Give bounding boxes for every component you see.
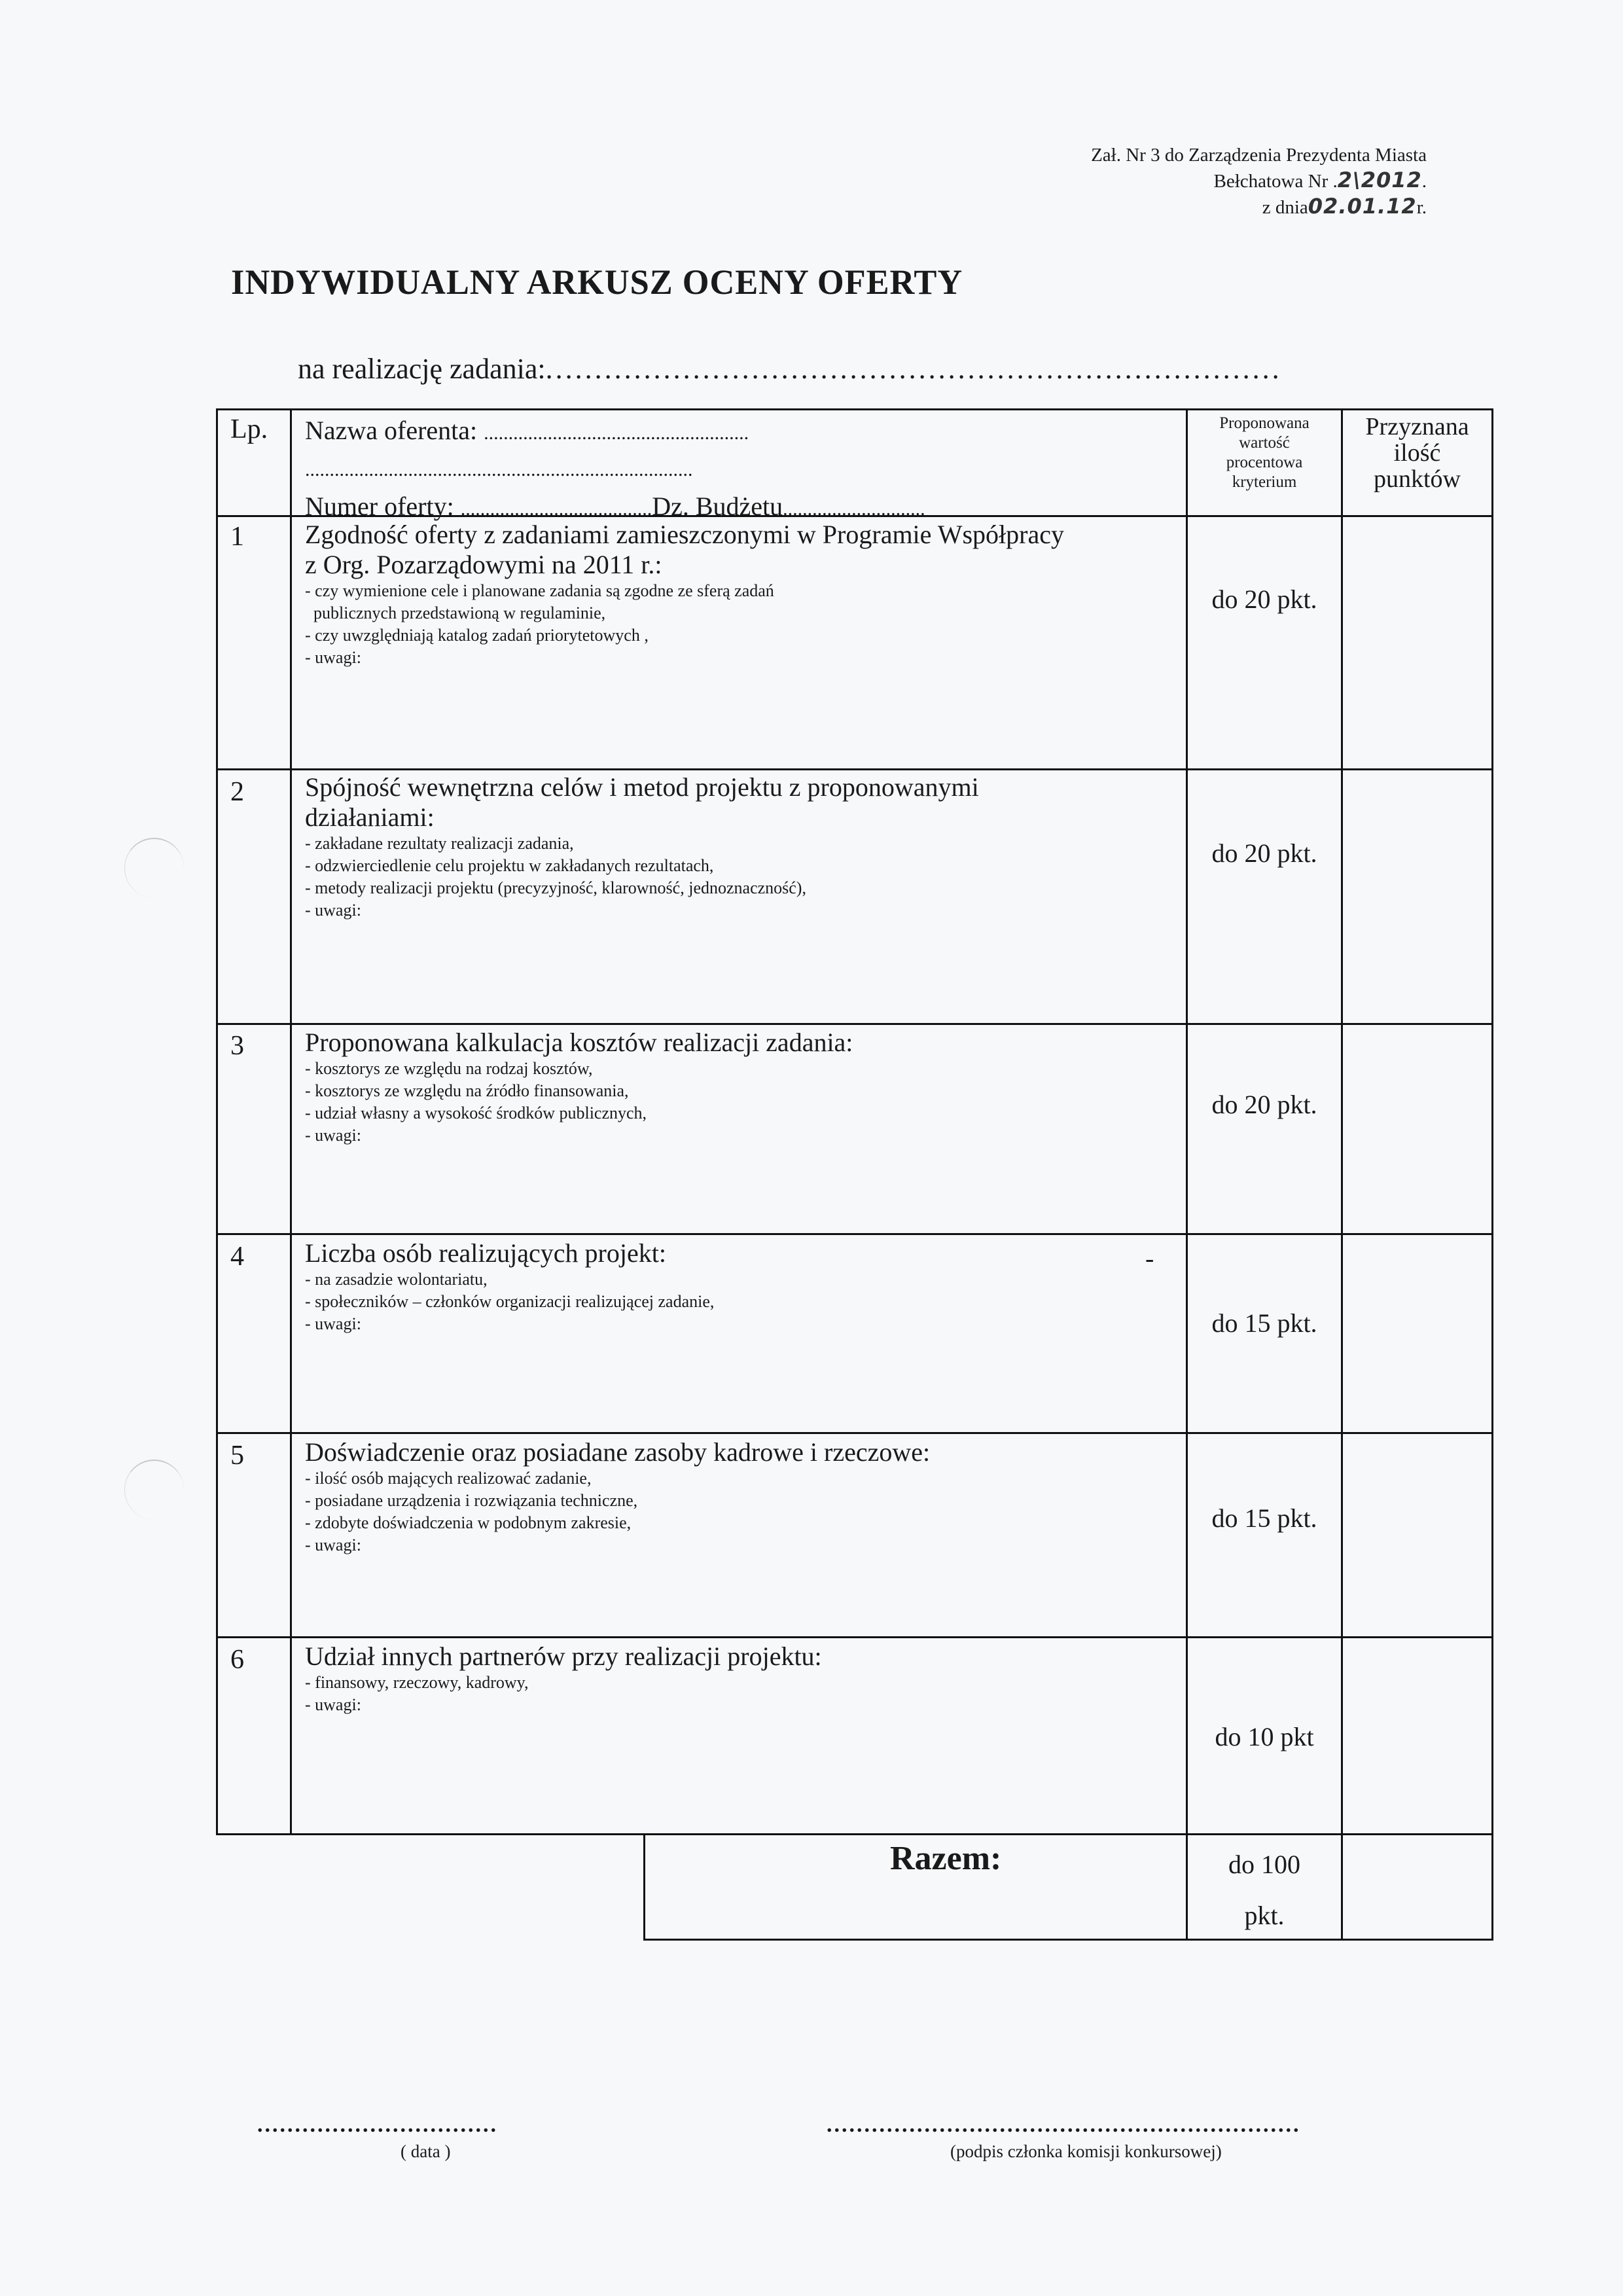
offer-number-line: Numer oferty: .......................................Dz. Budżetu............................. <box>305 492 925 521</box>
table-border <box>216 768 1493 770</box>
row-6-points-field[interactable] <box>1343 1638 1491 1833</box>
row-6-criterion: Udział innych partnerów przy realizacji projektu: - finansowy, rzeczowy, kadrowy, - uwagi: <box>305 1641 822 1714</box>
total-points-field[interactable] <box>1343 1835 1491 1939</box>
header-lp: Lp. <box>230 414 268 444</box>
table-border <box>216 1636 1493 1638</box>
row-4-points-field[interactable] <box>1343 1235 1491 1432</box>
row-5-lp: 5 <box>230 1441 244 1471</box>
row-2-criterion: Spójność wewnętrzna celów i metod projektu z proponowanymi działaniami: - zakładane rezultaty realizacji zadania, - odzwierciedlenie celu projektu w zakładanych rezultatach, - metody realizacji projektu (precyzyjność, klarowność, jednoznaczność), - uwagi: <box>305 772 979 920</box>
table-border <box>216 408 218 1835</box>
row-1-lp: 1 <box>230 522 244 552</box>
row-1-criterion: Zgodność oferty z zadaniami zamieszczonymi w Programie Współpracy z Org. Pozarządowymi na 2011 r.: - czy wymienione cele i planowane zadania są zgodne ze sferą zadań publicznych przedstawioną w regulaminie, - czy uwzględniają katalog zadań priorytetowych , - uwagi: <box>305 520 1064 667</box>
punch-hole <box>124 838 184 898</box>
row-5-criterion: Doświadczenie oraz posiadane zasoby kadrowe i rzeczowe: - ilość osób mających realizować zadanie, - posiadane urządzenia i rozwiązania techniczne, - zdobyte doświadczenia w podobnym zakresie, - uwagi: <box>305 1437 931 1554</box>
row-4-value: do 15 pkt. <box>1211 1308 1317 1338</box>
attachment-note <box>1091 143 1427 220</box>
task-label: na realizację zadania: <box>298 353 546 385</box>
table-border <box>216 1233 1493 1235</box>
row-6-value: do 10 pkt <box>1215 1722 1314 1751</box>
row-3-lp: 3 <box>230 1031 244 1061</box>
row-4-criterion: Liczba osób realizujących projekt: - na zasadzie wolontariatu, - społeczników – członków organizacji realizującej zadanie, - uwagi: <box>305 1238 715 1333</box>
table-border <box>216 408 1493 410</box>
budget-division-field[interactable]: ............................. <box>783 498 925 520</box>
row-5-points-field[interactable] <box>1343 1434 1491 1636</box>
row-1-value: do 20 pkt. <box>1211 584 1317 614</box>
row-2-points-field[interactable] <box>1343 770 1491 1023</box>
offeror-line: Nazwa oferenta: ...................................................... <box>305 416 749 445</box>
table-border <box>643 1939 1493 1941</box>
header-awarded-points: Przyznana ilość punktów <box>1365 413 1469 493</box>
signature-label: (podpis członka komisji konkursowej) <box>950 2142 1222 2161</box>
date-field[interactable]: ................................ <box>257 2113 498 2137</box>
attachment-line-2: Bełchatowa Nr .2\2012. <box>1213 168 1427 192</box>
row-2-value: do 20 pkt. <box>1211 838 1317 868</box>
row-3-points-field[interactable] <box>1343 1025 1491 1233</box>
document-title: INDYWIDUALNY ARKUSZ OCENY OFERTY <box>231 262 963 302</box>
task-line <box>298 352 1282 386</box>
date-label: ( data ) <box>401 2142 451 2161</box>
row-4-stray-mark: - <box>1145 1244 1154 1273</box>
row-6-lp: 6 <box>230 1645 244 1675</box>
row-3-criterion: Proponowana kalkulacja kosztów realizacji zadania: - kosztorys ze względu na rodzaj kosztów, - kosztorys ze względu na źródło finansowania, - udział własny a wysokość środków publicznych, - uwagi: <box>305 1028 853 1145</box>
table-border <box>216 1432 1493 1434</box>
header-offeror <box>305 412 925 528</box>
attachment-line-1: Zał. Nr 3 do Zarządzenia Prezydenta Miasta <box>1091 145 1427 166</box>
row-3-value: do 20 pkt. <box>1211 1090 1317 1119</box>
table-border <box>643 1833 645 1941</box>
row-5-value: do 15 pkt. <box>1211 1503 1317 1533</box>
punch-hole <box>124 1460 184 1520</box>
offeror-name-field-line2[interactable]: ............................................................................... <box>305 459 693 480</box>
table-border <box>216 1023 1493 1025</box>
row-2-lp: 2 <box>230 777 244 807</box>
table-border <box>290 408 292 1835</box>
offer-number-field[interactable]: ....................................... <box>460 498 652 520</box>
task-dots-field[interactable]: ........................................................................... <box>545 353 1282 385</box>
handwritten-number: 2\2012 <box>1337 168 1422 192</box>
signature-field[interactable]: ............................................................... <box>827 2113 1301 2137</box>
total-value: do 100 pkt. <box>1228 1850 1300 1930</box>
table-border <box>216 1833 1493 1835</box>
row-4-lp: 4 <box>230 1242 244 1272</box>
handwritten-date: 02.01.12 <box>1308 194 1417 219</box>
table-border <box>1186 408 1188 1941</box>
row-1-points-field[interactable] <box>1343 517 1491 768</box>
table-border <box>1491 408 1493 1941</box>
attachment-line-3: z dnia02.01.12r. <box>1262 194 1427 219</box>
offeror-name-field[interactable]: ...................................................... <box>484 422 749 444</box>
total-label: Razem: <box>890 1840 1002 1877</box>
header-proposed-value: Proponowana wartość procentowa kryterium <box>1219 414 1310 491</box>
